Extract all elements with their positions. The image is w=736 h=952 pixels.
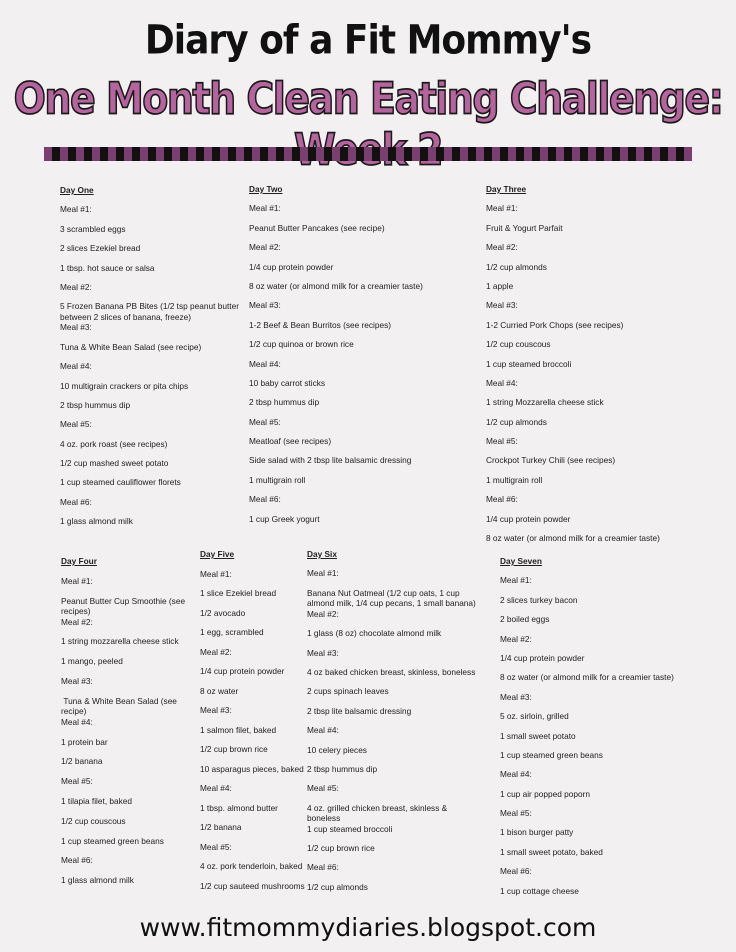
food-item: 1 egg, scrambled	[200, 627, 264, 637]
food-item: 1 bison burger patty	[500, 827, 574, 838]
meal-label: Meal #6:	[249, 494, 281, 505]
food-item: 8 oz water (or almond milk for a creamier taste)	[500, 672, 674, 683]
food-item: 1/2 cup sauteed mushrooms	[200, 880, 305, 891]
food-item: 2 tbsp hummus dip	[307, 763, 378, 774]
food-item: 1 multigrain roll	[249, 474, 306, 485]
meal-label: Meal #2:	[500, 633, 532, 644]
blog-url-footer: www.fitmommydiaries.blogspot.com	[139, 913, 597, 942]
day-column-one	[60, 185, 250, 536]
food-item: 1-2 Beef & Bean Burritos (see recipes)	[249, 319, 392, 330]
meal-label: Meal #3:	[249, 300, 281, 311]
meal-label: Meal #3:	[307, 647, 339, 658]
food-item: 1/4 cup protein powder	[486, 513, 571, 524]
day-column-three	[486, 184, 686, 552]
meal-label: Meal #6:	[61, 855, 93, 866]
food-item: 1/2 cup almonds	[307, 881, 368, 892]
food-item: 1 tbsp. almond butter	[200, 802, 278, 813]
food-item: Peanut Butter Cup Smoothie (see recipes)	[61, 595, 188, 617]
meal-label: Meal #1:	[307, 568, 339, 579]
meal-label: Meal #5:	[307, 783, 339, 794]
food-item: 1/4 cup protein powder	[500, 652, 585, 663]
meal-label: Meal #4:	[249, 358, 281, 369]
food-item: 1/2 avocado	[200, 607, 246, 618]
food-item: 4 oz. pork tenderloin, baked	[200, 861, 303, 871]
meal-label: Meal #5:	[249, 416, 281, 427]
meal-label: Meal #4:	[500, 769, 532, 780]
day-column-six	[307, 549, 482, 901]
food-item: Meatloaf (see recipes)	[249, 436, 332, 447]
meal-label: Meal #6:	[500, 866, 532, 877]
meal-label: Meal #4:	[60, 361, 92, 372]
day-column-five	[200, 549, 310, 900]
day-heading: Day Five	[200, 549, 235, 559]
food-item: 1 tilapia filet, baked	[61, 795, 133, 806]
food-item: 1/2 banana	[61, 756, 103, 767]
food-item: 10 multigrain crackers or pita chips	[60, 380, 189, 391]
meal-label: Meal #1:	[486, 203, 518, 214]
meal-label: Meal #2:	[200, 646, 232, 657]
day-column-seven	[500, 556, 680, 905]
food-item: 1/2 cup almonds	[486, 416, 547, 427]
food-item: 8 oz water (or almond milk for a creamier taste)	[249, 280, 423, 291]
food-item: 1 cup steamed cauliflower florets	[60, 477, 181, 488]
meal-label: Meal #3:	[61, 675, 93, 686]
meal-label: Meal #6:	[60, 496, 92, 507]
food-item: 2 slices turkey bacon	[500, 594, 578, 605]
food-item: Tuna & White Bean Salad (see recipe)	[60, 341, 202, 352]
food-item: 1 glass (8 oz) chocolate almond milk	[307, 628, 442, 639]
meal-label: Meal #2:	[249, 242, 281, 253]
food-item: Side salad with 2 tbsp lite balsamic dressing	[249, 455, 412, 466]
page-subtitle: One Month Clean Eating Challenge:	[13, 73, 723, 124]
meal-label: Meal #3:	[60, 322, 92, 333]
meal-label: Meal #2:	[307, 608, 339, 619]
food-item: 4 oz. grilled chicken breast, skinless & boneless	[307, 802, 450, 824]
meal-label: Meal #3:	[486, 300, 518, 311]
food-item: 5 Frozen Banana PB Bites (1/2 tsp peanut butter between 2 slices of banana, freeze)	[60, 301, 242, 322]
day-heading: Day Four	[61, 556, 97, 566]
day-column-two	[249, 184, 439, 533]
food-item: 1/4 cup protein powder	[200, 666, 285, 676]
day-heading: Day Three	[486, 184, 527, 194]
food-item: 1/2 cup couscous	[486, 339, 551, 350]
meal-label: Meal #5:	[486, 436, 518, 447]
food-item: 1/2 cup brown rice	[307, 843, 375, 854]
food-item: 1 cup Greek yogurt	[249, 513, 320, 524]
food-item: 1 cup air popped poporn	[500, 788, 590, 799]
meal-label: Meal #1:	[200, 568, 232, 579]
food-item: 1 protein bar	[61, 736, 108, 747]
food-item: 8 oz water (or almond milk for a creamier taste)	[486, 533, 660, 544]
day-heading: Day Two	[249, 184, 283, 194]
food-item: 1 apple	[486, 280, 514, 291]
food-item: 1/2 cup couscous	[61, 815, 126, 826]
food-item: 1/2 cup almonds	[486, 261, 547, 272]
food-item: Banana Nut Oatmeal (1/2 cup oats, 1 cup almond milk, 1/4 cup pecans, 1 small banana)	[307, 587, 476, 609]
food-item: 5 oz. sirloin, grilled	[500, 711, 569, 722]
food-item: 4 oz. pork roast (see recipes)	[60, 438, 168, 449]
meal-label: Meal #4:	[200, 783, 232, 793]
food-item: 1 cup steamed broccoli	[307, 823, 393, 834]
food-item: Fruit & Yogurt Parfait	[486, 222, 563, 233]
meal-label: Meal #5:	[200, 841, 232, 852]
food-item: 2 boiled eggs	[500, 614, 550, 625]
food-item: 1 glass almond milk	[60, 516, 133, 527]
food-item: 1/2 cup brown rice	[200, 744, 268, 754]
food-item: 4 oz baked chicken breast, skinless, boneless	[307, 666, 476, 677]
meal-label: Meal #4:	[307, 725, 339, 736]
food-item: 1 salmon filet, baked	[200, 724, 277, 735]
food-item: 1 mango, peeled	[61, 656, 123, 667]
food-item: 1 multigrain roll	[486, 474, 543, 485]
meal-label: Meal #1:	[500, 575, 532, 586]
page-title: Diary of a Fit Mommy's	[144, 17, 592, 64]
meal-label: Meal #4:	[486, 377, 518, 388]
food-item: 1 tbsp. hot sauce or salsa	[60, 262, 155, 273]
food-item: 1-2 Curried Pork Chops (see recipes)	[486, 319, 624, 330]
meal-label: Meal #1:	[249, 203, 281, 214]
food-item: 8 oz water	[200, 685, 239, 696]
meal-label: Meal #5:	[500, 808, 532, 819]
food-item: 1/2 banana	[200, 822, 242, 832]
food-item: 2 tbsp hummus dip	[249, 397, 320, 408]
meal-label: Meal #1:	[61, 575, 93, 586]
meal-label: Meal #2:	[486, 242, 518, 253]
food-item: 1 cup steamed broccoli	[486, 358, 572, 369]
food-item: Tuna & White Bean Salad (see recipe)	[61, 695, 180, 717]
day-heading: Day Seven	[500, 556, 542, 566]
food-item: 1 slice Ezekiel bread	[200, 588, 277, 598]
day-heading: Day Six	[307, 549, 337, 559]
food-item: 3 scrambled eggs	[60, 223, 126, 234]
meal-label: Meal #4:	[61, 716, 93, 727]
food-item: 10 asparagus pieces, baked	[200, 763, 304, 774]
meal-label: Meal #1:	[60, 204, 92, 215]
food-item: 1/2 cup mashed sweet potato	[60, 458, 169, 469]
food-item: 10 baby carrot sticks	[249, 377, 326, 388]
food-item: Crockpot Turkey Chili (see recipes)	[486, 455, 616, 466]
food-item: 1 glass almond milk	[61, 875, 134, 886]
meal-label: Meal #5:	[60, 419, 92, 430]
food-item: 2 tbsp hummus dip	[60, 399, 131, 410]
food-item: 1 cup steamed green beans	[61, 835, 164, 846]
meal-label: Meal #3:	[200, 705, 232, 715]
day-heading: Day One	[60, 185, 94, 195]
food-item: 2 slices Ezekiel bread	[60, 243, 141, 254]
food-item: 1/4 cup protein powder	[249, 261, 334, 272]
day-column-four	[61, 556, 191, 895]
food-item: 1 string Mozzarella cheese stick	[486, 397, 604, 408]
meal-label: Meal #2:	[60, 281, 92, 292]
meal-label: Meal #5:	[61, 776, 93, 787]
food-item: 1/2 cup quinoa or brown rice	[249, 339, 354, 350]
food-item: 1 cup steamed green beans	[500, 749, 603, 760]
food-item: 1 cup cottage cheese	[500, 885, 579, 896]
food-item: 1 small sweet potato, baked	[500, 846, 603, 857]
meal-label: Meal #2:	[61, 616, 93, 627]
meal-label: Meal #6:	[486, 494, 518, 505]
food-item: 1 string mozzarella cheese stick	[61, 636, 179, 647]
food-item: 2 tbsp lite balsamic dressing	[307, 705, 412, 716]
food-item: Peanut Butter Pancakes (see recipe)	[249, 222, 385, 233]
food-item: 10 celery pieces	[307, 744, 367, 755]
meal-label: Meal #6:	[307, 862, 339, 873]
meal-label: Meal #3:	[500, 691, 532, 702]
decorative-stripe-divider	[44, 147, 692, 161]
food-item: 1 small sweet potato	[500, 730, 576, 741]
food-item: 2 cups spinach leaves	[307, 686, 389, 697]
